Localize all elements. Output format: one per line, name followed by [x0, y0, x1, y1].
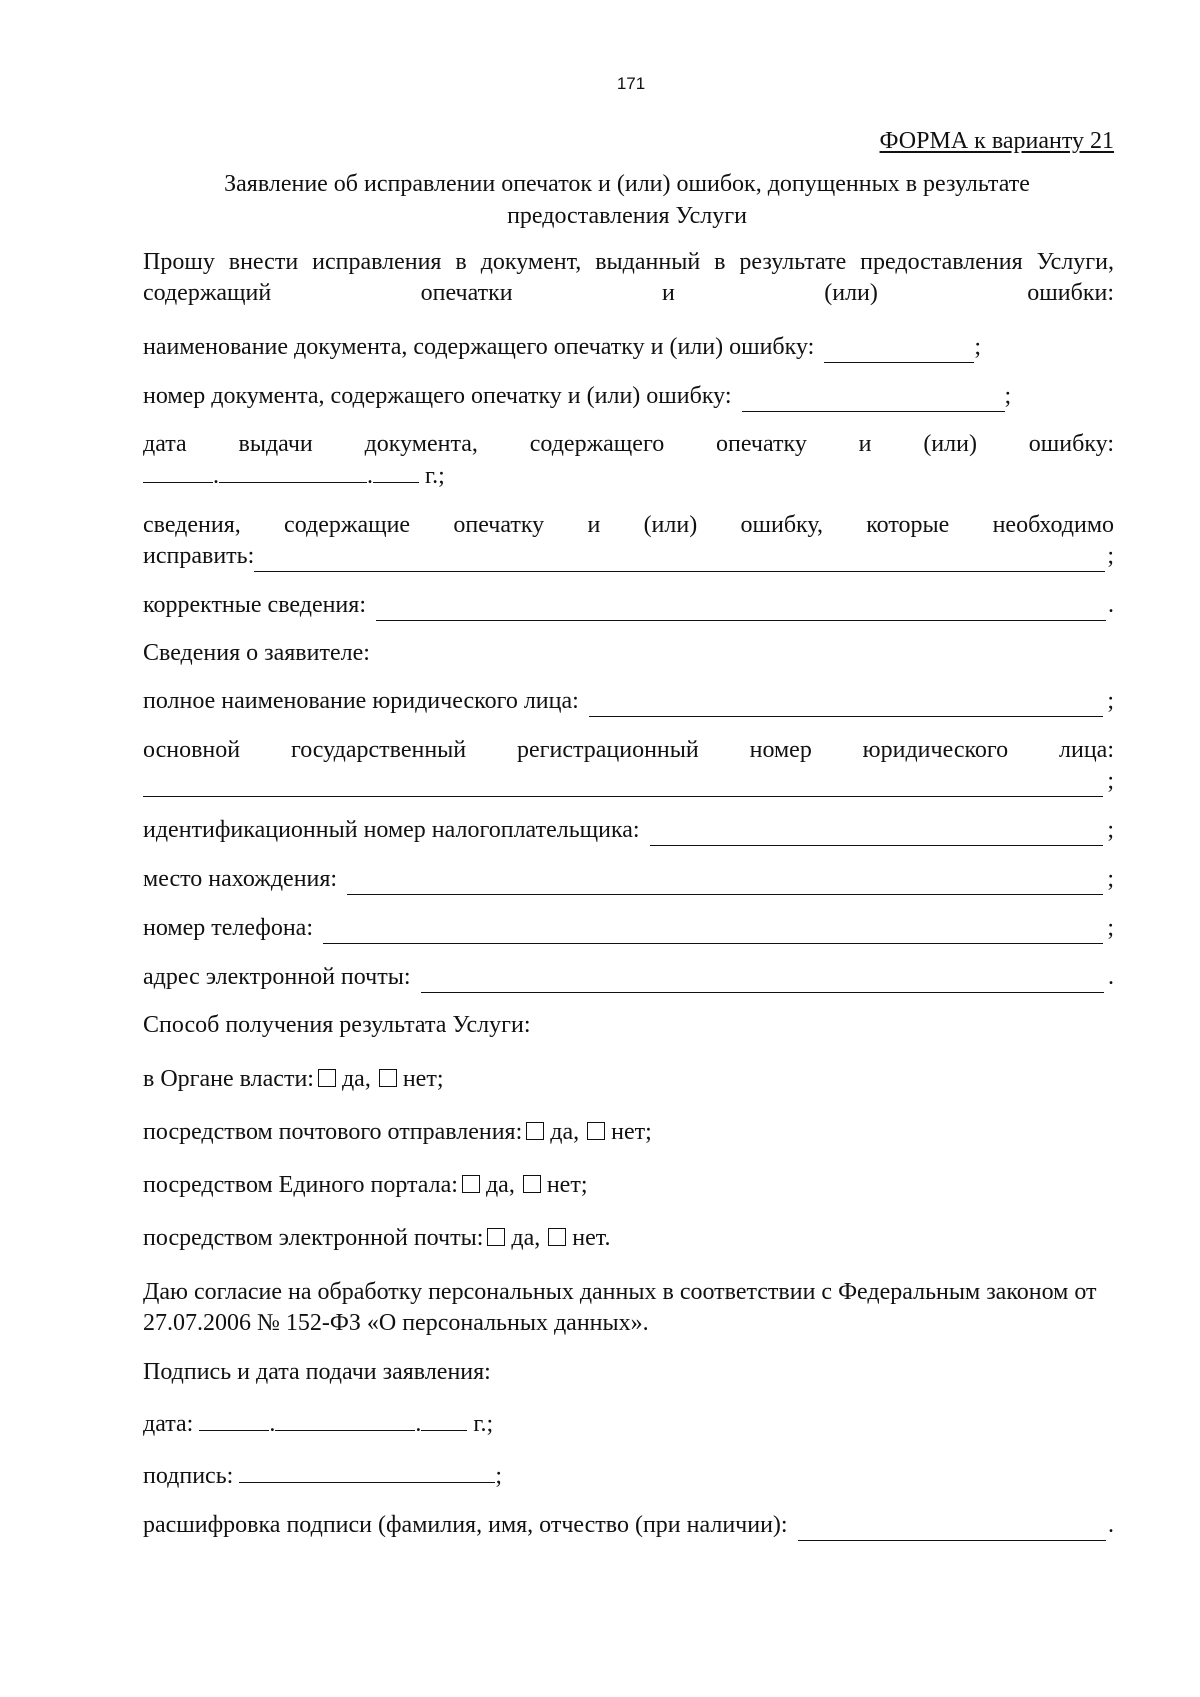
yes-label: да,	[550, 1119, 580, 1145]
doc-number-field[interactable]	[742, 387, 1005, 412]
yes-label: да,	[485, 1172, 515, 1198]
request-paragraph: Прошу внести исправления в документ, выданный в результате предоставления Услуги, содержащий опечатки и (или) ошибки:	[143, 249, 1114, 306]
page-number: 171	[616, 74, 646, 93]
signature-decode-label: расшифровка подписи (фамилия, имя, отчество (при наличии):	[143, 1512, 788, 1538]
correct-info-row: корректные сведения: .	[143, 590, 1114, 621]
checkbox-yes[interactable]	[526, 1122, 544, 1140]
inn-row: идентификационный номер налогоплательщика: ;	[143, 815, 1114, 846]
signature-date-label: дата:	[143, 1411, 194, 1437]
doc-name-field[interactable]	[824, 338, 974, 363]
applicant-heading: Сведения о заявителе:	[143, 640, 370, 666]
document-title: Заявление об исправлении опечаток и (или) ошибок, допущенных в результате предоставления Услуги	[224, 171, 1030, 229]
doc-date-month-field[interactable]	[219, 460, 367, 483]
consent-paragraph: Даю согласие на обработку персональных данных в соответствии с Федеральным законом от 27.07.2006 № 152-ФЗ «О персональных данных».	[143, 1279, 1097, 1336]
doc-date-suffix: г.;	[425, 463, 445, 489]
email-row: адрес электронной почты: .	[143, 962, 1114, 993]
delivery-option-label: посредством почтового отправления:	[143, 1119, 523, 1145]
signature-date-row: дата: . . г.;	[143, 1408, 1114, 1440]
phone-row: номер телефона: ;	[143, 913, 1114, 944]
signature-decode-field[interactable]	[798, 1516, 1106, 1541]
sign-date-suffix: г.;	[473, 1411, 494, 1437]
sign-date-year-field[interactable]	[421, 1408, 467, 1431]
checkbox-no[interactable]	[379, 1069, 397, 1087]
checkbox-yes[interactable]	[318, 1069, 336, 1087]
full-name-row: полное наименование юридического лица: ;	[143, 686, 1114, 717]
checkbox-no[interactable]	[523, 1175, 541, 1193]
doc-number-row: номер документа, содержащего опечатку и (или) ошибку: ;	[143, 381, 1114, 412]
no-label: нет	[572, 1225, 605, 1251]
location-label: место нахождения:	[143, 866, 338, 892]
location-row: место нахождения: ;	[143, 864, 1114, 895]
delivery-option-label: в Органе власти:	[143, 1066, 314, 1092]
doc-date-row: . . г.;	[143, 460, 1114, 492]
yes-label: да,	[341, 1066, 371, 1092]
doc-date-label: дата выдачи документа, содержащего опечатку и (или) ошибку:	[143, 431, 1114, 457]
phone-field[interactable]	[323, 919, 1103, 944]
full-name-label: полное наименование юридического лица:	[143, 688, 579, 714]
doc-date-day-field[interactable]	[143, 460, 213, 483]
delivery-option-email: посредством электронной почты: да, нет.	[143, 1225, 611, 1251]
doc-number-label: номер документа, содержащего опечатку и (или) ошибку:	[143, 383, 732, 409]
email-field[interactable]	[421, 968, 1105, 993]
signature-label: подпись:	[143, 1463, 234, 1489]
doc-date-year-field[interactable]	[373, 460, 419, 483]
checkbox-no[interactable]	[548, 1228, 566, 1246]
signature-field[interactable]	[239, 1460, 495, 1483]
email-label: адрес электронной почты:	[143, 964, 411, 990]
no-label: нет	[611, 1119, 646, 1145]
form-label: ФОРМА к варианту 21	[879, 128, 1114, 154]
delivery-option-label: посредством Единого портала:	[143, 1172, 458, 1198]
delivery-option-label: посредством электронной почты:	[143, 1225, 484, 1251]
sign-date-month-field[interactable]	[275, 1408, 415, 1431]
inn-field[interactable]	[650, 821, 1104, 846]
signature-row: подпись: ;	[143, 1460, 1114, 1492]
correct-info-field[interactable]	[376, 596, 1106, 621]
wrong-info-label-2: исправить:	[143, 543, 255, 569]
wrong-info-label: сведения, содержащие опечатку и (или) ошибку, которые необходимо	[143, 512, 1114, 538]
location-field[interactable]	[347, 870, 1103, 895]
inn-label: идентификационный номер налогоплательщика:	[143, 817, 640, 843]
doc-name-row: наименование документа, содержащего опечатку и (или) ошибку: ;	[143, 332, 1114, 363]
sign-date-day-field[interactable]	[199, 1408, 269, 1431]
wrong-info-row: исправить: ;	[143, 541, 1114, 572]
checkbox-yes[interactable]	[487, 1228, 505, 1246]
ogrn-field[interactable]	[143, 772, 1103, 797]
wrong-info-field[interactable]	[254, 547, 1105, 572]
delivery-option-authority: в Органе власти: да, нет;	[143, 1066, 444, 1092]
full-name-field[interactable]	[589, 692, 1104, 717]
correct-info-label: корректные сведения:	[143, 592, 366, 618]
phone-label: номер телефона:	[143, 915, 314, 941]
signature-heading: Подпись и дата подачи заявления:	[143, 1359, 491, 1385]
checkbox-no[interactable]	[587, 1122, 605, 1140]
yes-label: да,	[511, 1225, 541, 1251]
no-label: нет	[402, 1066, 437, 1092]
delivery-option-mail: посредством почтового отправления: да, нет;	[143, 1119, 652, 1145]
doc-name-label: наименование документа, содержащего опечатку и (или) ошибку:	[143, 334, 815, 360]
delivery-option-portal: посредством Единого портала: да, нет;	[143, 1172, 588, 1198]
no-label: нет	[546, 1172, 581, 1198]
delivery-heading: Способ получения результата Услуги:	[143, 1012, 531, 1038]
checkbox-yes[interactable]	[462, 1175, 480, 1193]
signature-decode-row: расшифровка подписи (фамилия, имя, отчество (при наличии): .	[143, 1510, 1114, 1541]
ogrn-label: основной государственный регистрационный номер юридического лица:	[143, 737, 1114, 763]
ogrn-row: ;	[143, 766, 1114, 797]
